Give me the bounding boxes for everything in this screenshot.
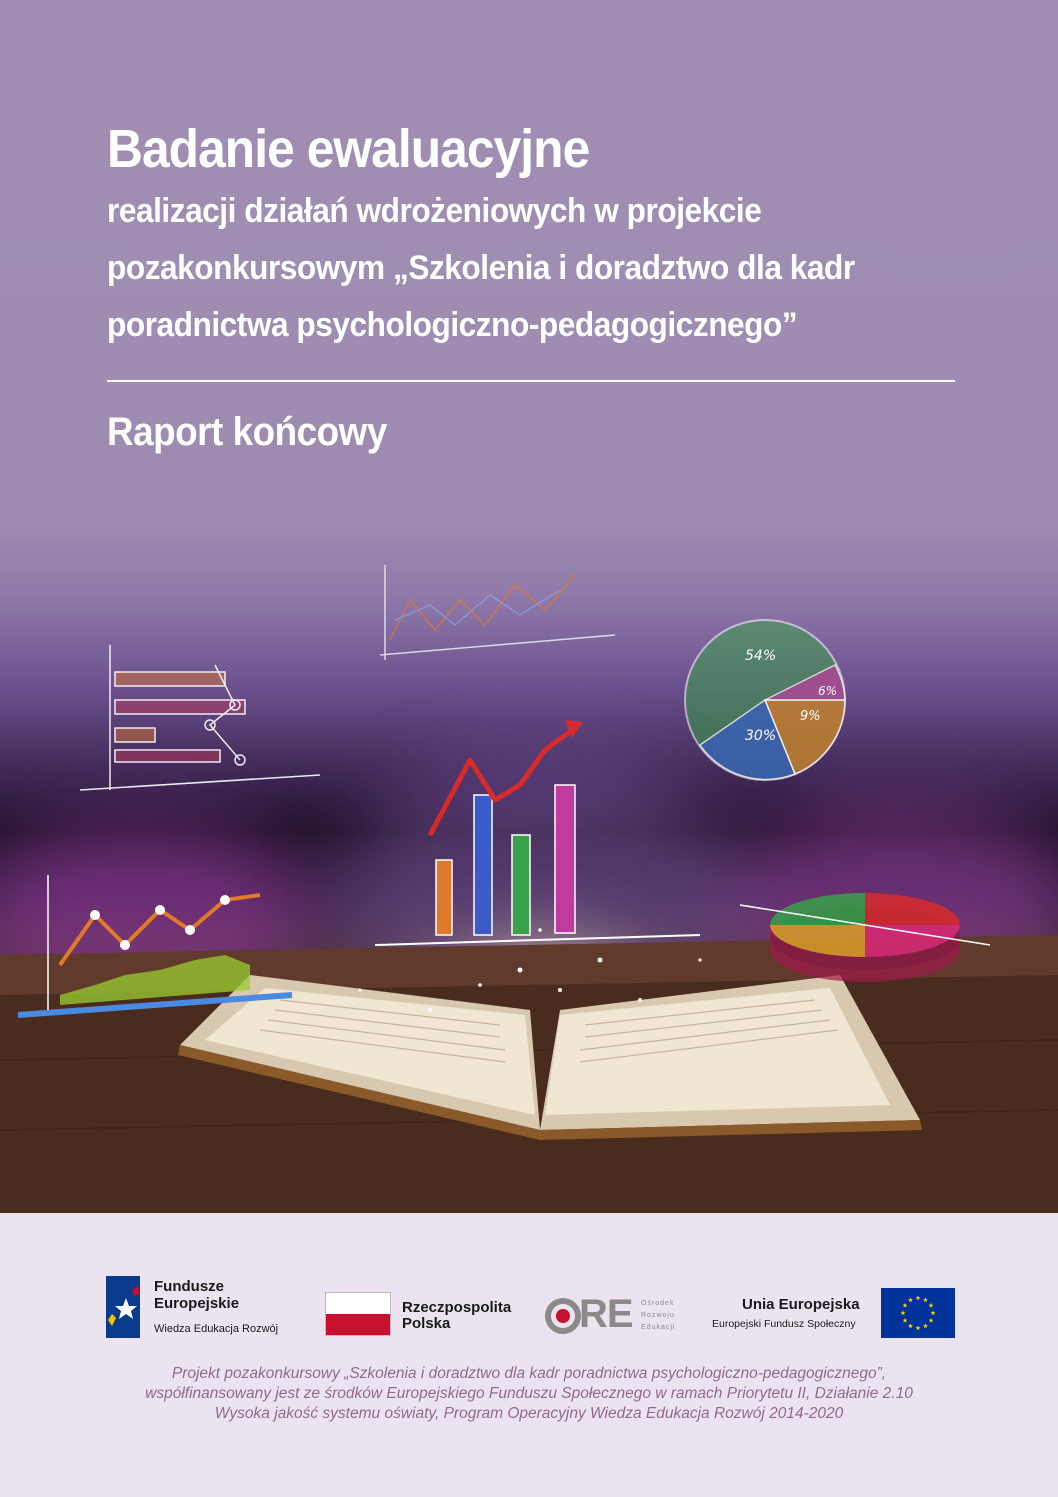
ore-small-line: Ośrodek: [641, 1300, 675, 1307]
project-note-line: współfinansowany jest ze środków Europejskiego Funduszu Społecznego w ramach Priorytetu II, Działanie 2.10: [145, 1385, 913, 1402]
subtitle-line: poradnictwa psychologiczno-pedagogicznego”: [107, 306, 798, 344]
pie-label: 6%: [818, 684, 838, 698]
cover-subtitle: [107, 183, 958, 354]
cover-title: Badanie ewaluacyjne: [107, 119, 590, 179]
subtitle-line: realizacji działań wdrożeniowych w projekcie: [107, 192, 762, 230]
rp-line1: Rzeczpospolita: [402, 1299, 512, 1316]
report-title: Raport końcowy: [107, 410, 387, 454]
fundusze-europejskie-logo: [106, 1276, 296, 1340]
pie-label: 30%: [745, 728, 777, 744]
subtitle-line: pozakonkursowym „Szkolenia i doradztwo dla kadr: [107, 249, 855, 287]
fe-tagline: Wiedza Edukacja Rozwój: [154, 1323, 279, 1335]
cover-footer: [0, 1213, 1058, 1497]
fe-name: [154, 1278, 239, 1312]
eu-flag-icon: [881, 1288, 955, 1338]
project-note-line: Wysoka jakość systemu oświaty, Program Operacyjny Wiedza Edukacja Rozwój 2014-2020: [214, 1405, 844, 1422]
ue-name: Unia Europejska: [742, 1296, 860, 1313]
ore-ring-icon: [543, 1296, 583, 1336]
fe-line2: Europejskie: [154, 1295, 240, 1312]
ore-full-name: [641, 1298, 675, 1334]
project-note-line: Projekt pozakonkursowy „Szkolenia i doradztwo dla kadr poradnictwa psychologiczno-pedagogicznego”,: [171, 1365, 887, 1382]
logo-row: [0, 1276, 1058, 1346]
project-note: [100, 1364, 958, 1424]
ue-fund-name: Europejski Fundusz Społeczny: [712, 1318, 856, 1330]
rp-name: [402, 1300, 511, 1332]
cover-illustration: [0, 540, 1058, 1213]
rp-line2: Polska: [402, 1315, 451, 1332]
ore-word: RE: [579, 1292, 633, 1336]
horizontal-bar-sketch: [80, 645, 320, 790]
center-bar-chart: [375, 720, 700, 945]
unia-europejska-logo: [712, 1288, 957, 1340]
polish-flag-icon: [325, 1292, 391, 1336]
ore-small-line: Edukacji: [641, 1324, 676, 1331]
title-block: [107, 117, 957, 354]
pie-label: 54%: [745, 648, 777, 664]
fe-star-icon: [106, 1276, 146, 1340]
ore-logo: [543, 1292, 693, 1342]
fe-line1: Fundusze: [154, 1278, 224, 1295]
rzeczpospolita-polska-logo: [325, 1292, 525, 1338]
title-divider: [107, 380, 955, 382]
line-sketch-top: [380, 565, 615, 660]
ore-small-line: Rozwoju: [641, 1312, 675, 1319]
pie-label: 9%: [800, 709, 821, 724]
pie-chart-top-right: [685, 620, 845, 780]
